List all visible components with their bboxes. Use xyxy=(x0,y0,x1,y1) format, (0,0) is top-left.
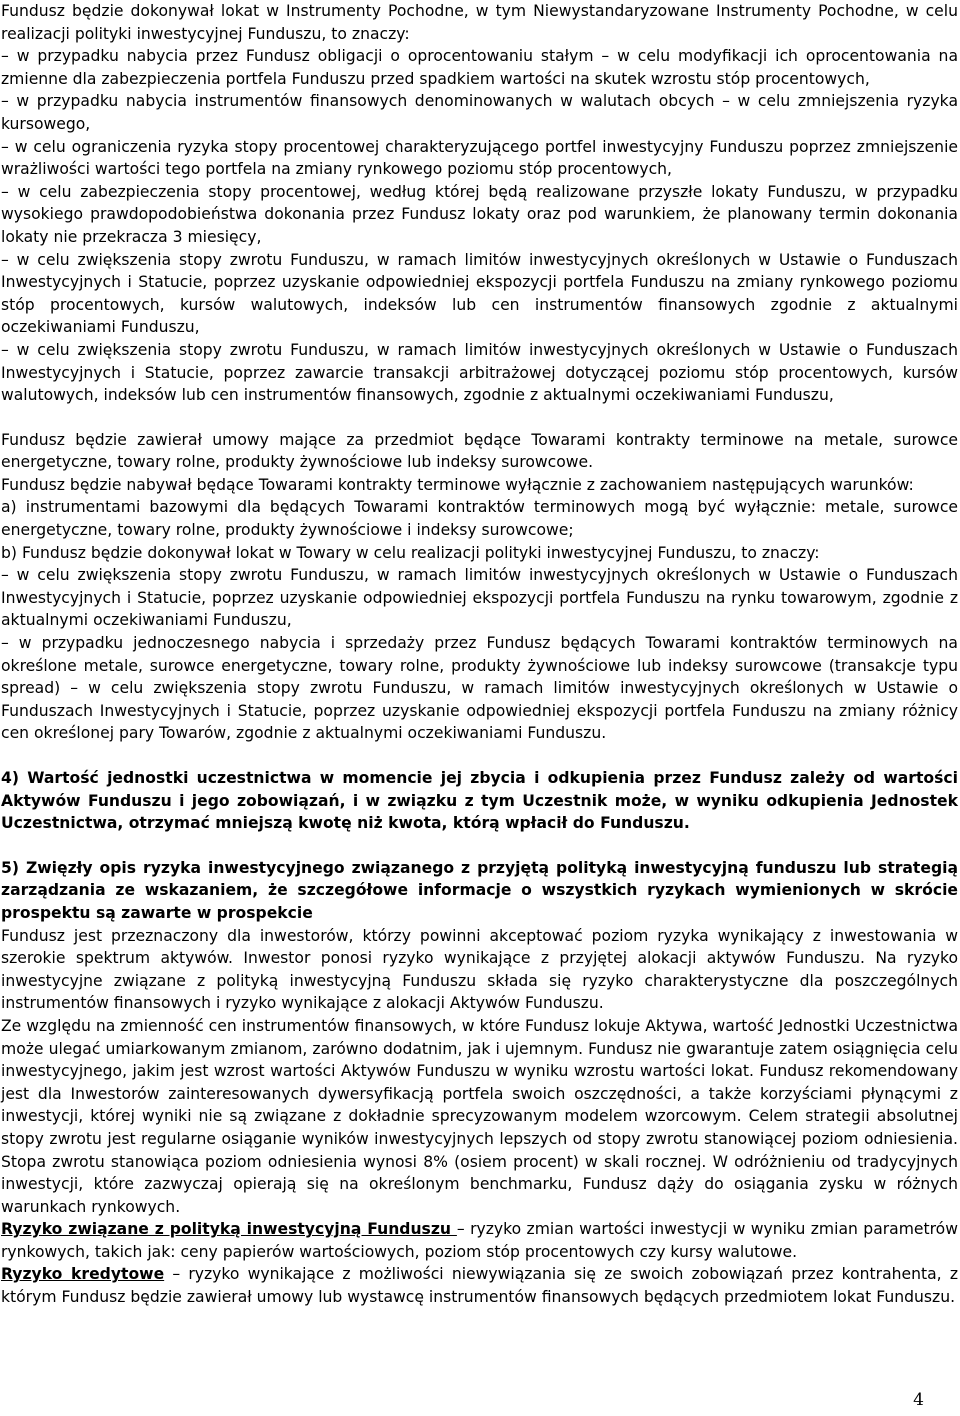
spacer xyxy=(1,407,958,429)
page-number: 4 xyxy=(913,1390,924,1410)
paragraph: Ze względu na zmienność cen instrumentów finansowych, w które Fundusz lokuje Aktywa, wartość Jednostki Uczestnictwa może ulegać umiarkowanym zmianom, zarówno dodatnim, jak i ujemnym. Fundusz nie gwarantuje zatem osiągnięcia celu inwestycyjnego, jakim jest wzrost wartości Aktywów Funduszu w wyniku wzrostu wartości lokat. Fundusz rekomendowany jest dla Inwestorów zainteresowanych dywersyfikacją portfela swoich oszczędności, a także korzyściami płynącymi z inwestycji, której wyniki nie są związane z dokładnie sprecyzowanym modelem wzorcowym. Celem strategii absolutnej stopy zwrotu jest regularne osiąganie wyników inwestycyjnych lepszych od stopy zwrotu stanowiącej poziom odniesienia. Stopa zwrotu stanowiąca poziom odniesienia wynosi 8% (osiem procent) w skali rocznej. W odróżnieniu od tradycyjnych inwestycji, które zazwyczaj opierają się na określonym benchmarku, Fundusz dąży do osiągania zysku w różnych warunkach rynkowych. xyxy=(1,1016,958,1216)
section-4-heading xyxy=(1,767,958,835)
list-item: – w celu ograniczenia ryzyka stopy procentowej charakteryzującego portfel inwestycyjny Funduszu poprzez zmniejszenie wrażliwości wartości tego portfela na zmiany rynkowego poziomu stóp procentowych, xyxy=(1,137,958,179)
risk-section xyxy=(1,857,958,1309)
paragraph: Fundusz będzie zawierał umowy mające za przedmiot będące Towarami kontrakty terminowe na metale, surowce energetyczne, towary rolne, produkty żywnościowe lub indeksy surowcowe. xyxy=(1,430,958,472)
list-item: – w celu zwiększenia stopy zwrotu Funduszu, w ramach limitów inwestycyjnych określonych w Ustawie o Funduszach Inwestycyjnych i Statucie, poprzez uzyskanie odpowiedniej ekspozycji portfela Funduszu na rynku towarowym, zgodnie z aktualnymi oczekiwaniami Funduszu, xyxy=(1,566,958,630)
list-item: b) Fundusz będzie dokonywał lokat w Towary w celu realizacji polityki inwestycyjnej Funduszu, to znaczy: xyxy=(1,543,820,562)
list-item: – w przypadku nabycia przez Fundusz obligacji o oprocentowaniu stałym – w celu modyfikacji ich oprocentowania na zmienne dla zabezpieczenia portfela Funduszu przed spadkiem wartości na skutek wzrostu stóp procentowych, xyxy=(1,47,958,88)
list-item: – w przypadku jednoczesnego nabycia i sprzedaży przez Fundusz będących Towarami kontraktów terminowych na określone metale, surowce energetyczne, towary rolne, produkty żywnościowe lub indeksy surowcowe (transakcje typu spread) – w celu zwiększenia stopy zwrotu Funduszu, w ramach limitów inwestycyjnych określonych w Ustawie o Funduszach Inwestycyjnych i Statucie, poprzez uzyskanie odpowiedniej ekspozycji portfela Funduszu na zmiany różnicy cen określonej pary Towarów, zgodnie z aktualnymi oczekiwaniami Funduszu. xyxy=(1,634,958,743)
spacer xyxy=(1,745,958,767)
section-5-heading: 5) Zwięzły opis ryzyka inwestycyjnego związanego z przyjętą polityką inwestycyjną funduszu lub strategią zarządzania ze wskazaniem, że szczegółowe informacje o wszystkich ryzykach wymienionych w skrócie prospektu są zawarte w prospekcie xyxy=(1,858,958,922)
paragraph: Fundusz będzie nabywał będące Towarami kontrakty terminowe wyłącznie z zachowaniem następujących warunków: xyxy=(1,475,914,494)
list-item: – w celu zwiększenia stopy zwrotu Funduszu, w ramach limitów inwestycyjnych określonych w Ustawie o Funduszach Inwestycyjnych i Statucie, poprzez uzyskanie odpowiedniej ekspozycji portfela Funduszu na zmiany rynkowego poziomu stóp procentowych, kursów walutowych, indeksów lub cen instrumentów finansowych zgodnie z aktualnymi oczekiwaniami Funduszu, xyxy=(1,250,958,337)
paragraph: Fundusz jest przeznaczony dla inwestorów, którzy powinni akceptować poziom ryzyka wynikający z inwestowania w szerokie spektrum aktywów. Inwestor ponosi ryzyko wynikające z przyjętej alokacji aktywów Funduszu. Na ryzyko inwestycyjne związane z polityką inwestycyjną Funduszu składa się ryzyko charakterystyczne dla poszczególnych instrumentów finansowych i ryzyko wynikające z alokacji Aktywów Funduszu. xyxy=(1,926,958,1013)
risk-description: – ryzyko wynikające z możliwości niewywiązania się ze swoich zobowiązań przez kontrahenta, z którym Fundusz będzie zawierał umowy lub wystawcę instrumentów finansowych będących przedmiotem lokat Funduszu. xyxy=(1,1265,958,1307)
spacer xyxy=(1,835,958,857)
paragraph: Fundusz będzie dokonywał lokat w Instrumenty Pochodne, w tym Niewystandaryzowane Instrumenty Pochodne, w celu realizacji polityki inwestycyjnej Funduszu, to znaczy: xyxy=(1,2,958,43)
list-item: – w przypadku nabycia instrumentów finansowych denominowanych w walutach obcych – w celu zmniejszenia ryzyka kursowego, xyxy=(1,92,958,133)
risk-term: Ryzyko kredytowe xyxy=(1,1265,165,1284)
risk-item-credit xyxy=(1,1263,958,1308)
list-item: a) instrumentami bazowymi dla będących Towarami kontraktów terminowych mogą być wyłącznie: metale, surowce energetyczne, towary rolne, produkty żywnościowe i indeksy surowcowe; xyxy=(1,498,958,540)
list-item: – w celu zwiększenia stopy zwrotu Funduszu, w ramach limitów inwestycyjnych określonych w Ustawie o Funduszach Inwestycyjnych i Statucie, poprzez zawarcie transakcji arbitrażowej dotyczącej poziomu stóp procentowych, kursów walutowych, indeksów lub cen instrumentów finansowych, zgodnie z aktualnymi oczekiwaniami Funduszu, xyxy=(1,340,958,405)
risk-term: Ryzyko związane z polityką inwestycyjną Funduszu xyxy=(1,1220,457,1239)
derivatives-section xyxy=(1,0,958,407)
heading-text: 4) Wartość jednostki uczestnictwa w momencie jej zbycia i odkupienia przez Fundusz zależy od wartości Aktywów Funduszu i jego zobowiązań, i w związku z tym Uczestnik może, w wyniku odkupienia Jednostek Uczestnictwa, otrzymać mniejszą kwotę niż kwota, którą wpłacił do Funduszu. xyxy=(1,769,958,833)
commodities-section xyxy=(1,429,958,745)
risk-description: – ryzyko zmian wartości inwestycji w wyniku zmian parametrów rynkowych, takich jak: ceny papierów wartościowych, poziom stóp procentowych czy kursy walutowe. xyxy=(1,1220,958,1261)
list-item: – w celu zabezpieczenia stopy procentowej, według której będą realizowane przyszłe lokaty Funduszu, w przypadku wysokiego prawdopodobieństwa dokonania przez Fundusz lokaty oraz pod warunkiem, że planowany termin dokonania lokaty nie przekracza 3 miesięcy, xyxy=(1,182,958,246)
risk-item-investment-policy xyxy=(1,1218,958,1263)
